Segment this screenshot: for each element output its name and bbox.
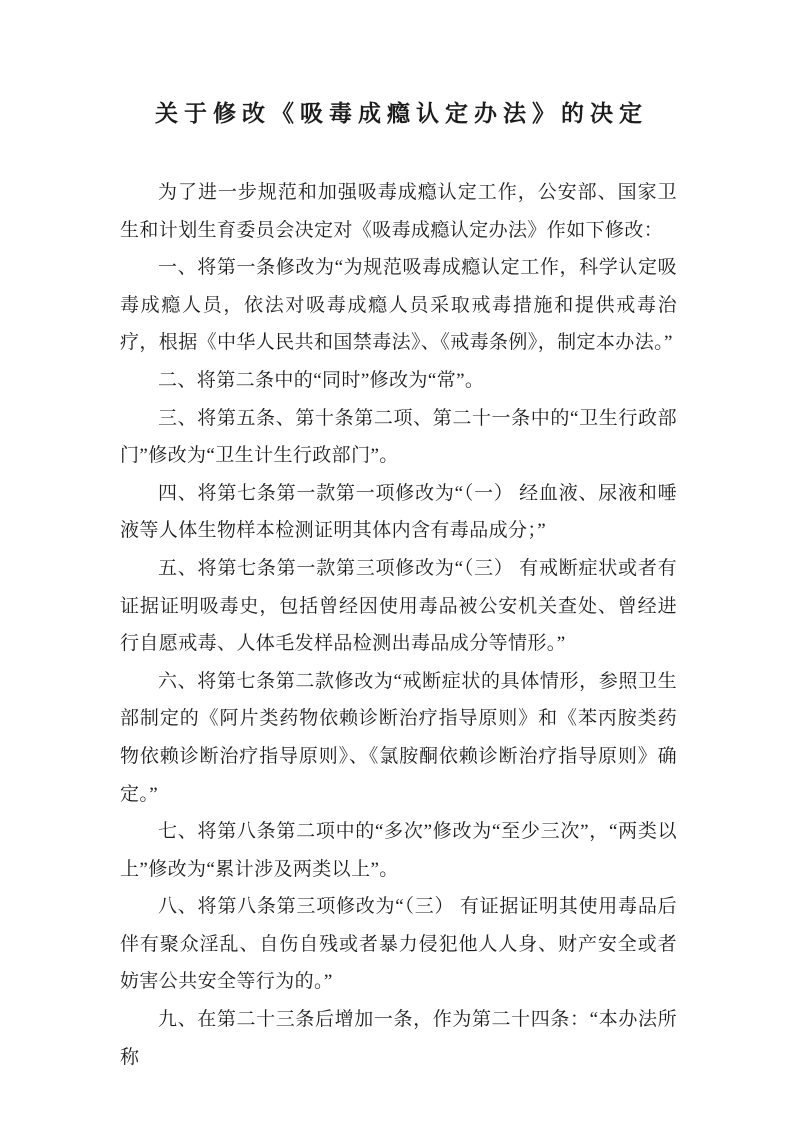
document-body: [120, 174, 677, 1076]
paragraph-article-5: 五、将第七条第一款第三项修改为“（三） 有戒断症状或者有证据证明吸毒史，包括曾经因使用毒品被公安机关查处、曾经进行自愿戒毒、人体毛发样品检测出毒品成分等情形。”: [120, 557, 677, 655]
paragraph-article-1: 一、将第一条修改为“为规范吸毒成瘾认定工作，科学认定吸毒成瘾人员，依法对吸毒成瘾人员采取戒毒措施和提供戒毒治疗，根据《中华人民共和国禁毒法》、《戒毒条例》，制定本办法。”: [120, 257, 677, 354]
document-title: 关于修改《吸毒成瘾认定办法》的决定: [155, 101, 648, 126]
paragraph-intro: 为了进一步规范和加强吸毒成瘾认定工作，公安部、国家卫生和计划生育委员会决定对《吸毒成瘾认定办法》作如下修改：: [120, 182, 677, 241]
paragraph-article-6: 六、将第七条第二款修改为“戒断症状的具体情形，参照卫生部制定的《阿片类药物依赖诊断治疗指导原则》和《苯丙胺类药物依赖诊断治疗指导原则》、《氯胺酮依赖诊断治疗指导原则》确定。”: [120, 670, 677, 805]
paragraph-article-8: 八、将第八条第三项修改为“（三） 有证据证明其使用毒品后伴有聚众淫乱、自伤自残或者暴力侵犯他人人身、财产安全或者妨害公共安全等行为的。”: [120, 896, 677, 993]
paragraph-article-4: 四、将第七条第一款第一项修改为“（一） 经血液、尿液和唾液等人体生物样本检测证明其体内含有毒品成分；”: [120, 482, 677, 542]
paragraph-article-2: 二、将第二条中的“同时”修改为“常”。: [158, 369, 485, 391]
paragraph-article-9: 九、在第二十三条后增加一条，作为第二十四条：“本办法所称: [120, 1009, 677, 1068]
paragraph-article-3: 三、将第五条、第十条第二项、第二十一条中的“卫生行政部门”修改为“卫生计生行政部门”。: [120, 407, 677, 467]
paragraph-article-7: 七、将第八条第二项中的“多次”修改为“至少三次”，“两类以上”修改为“累计涉及两类以上”。: [120, 821, 677, 880]
